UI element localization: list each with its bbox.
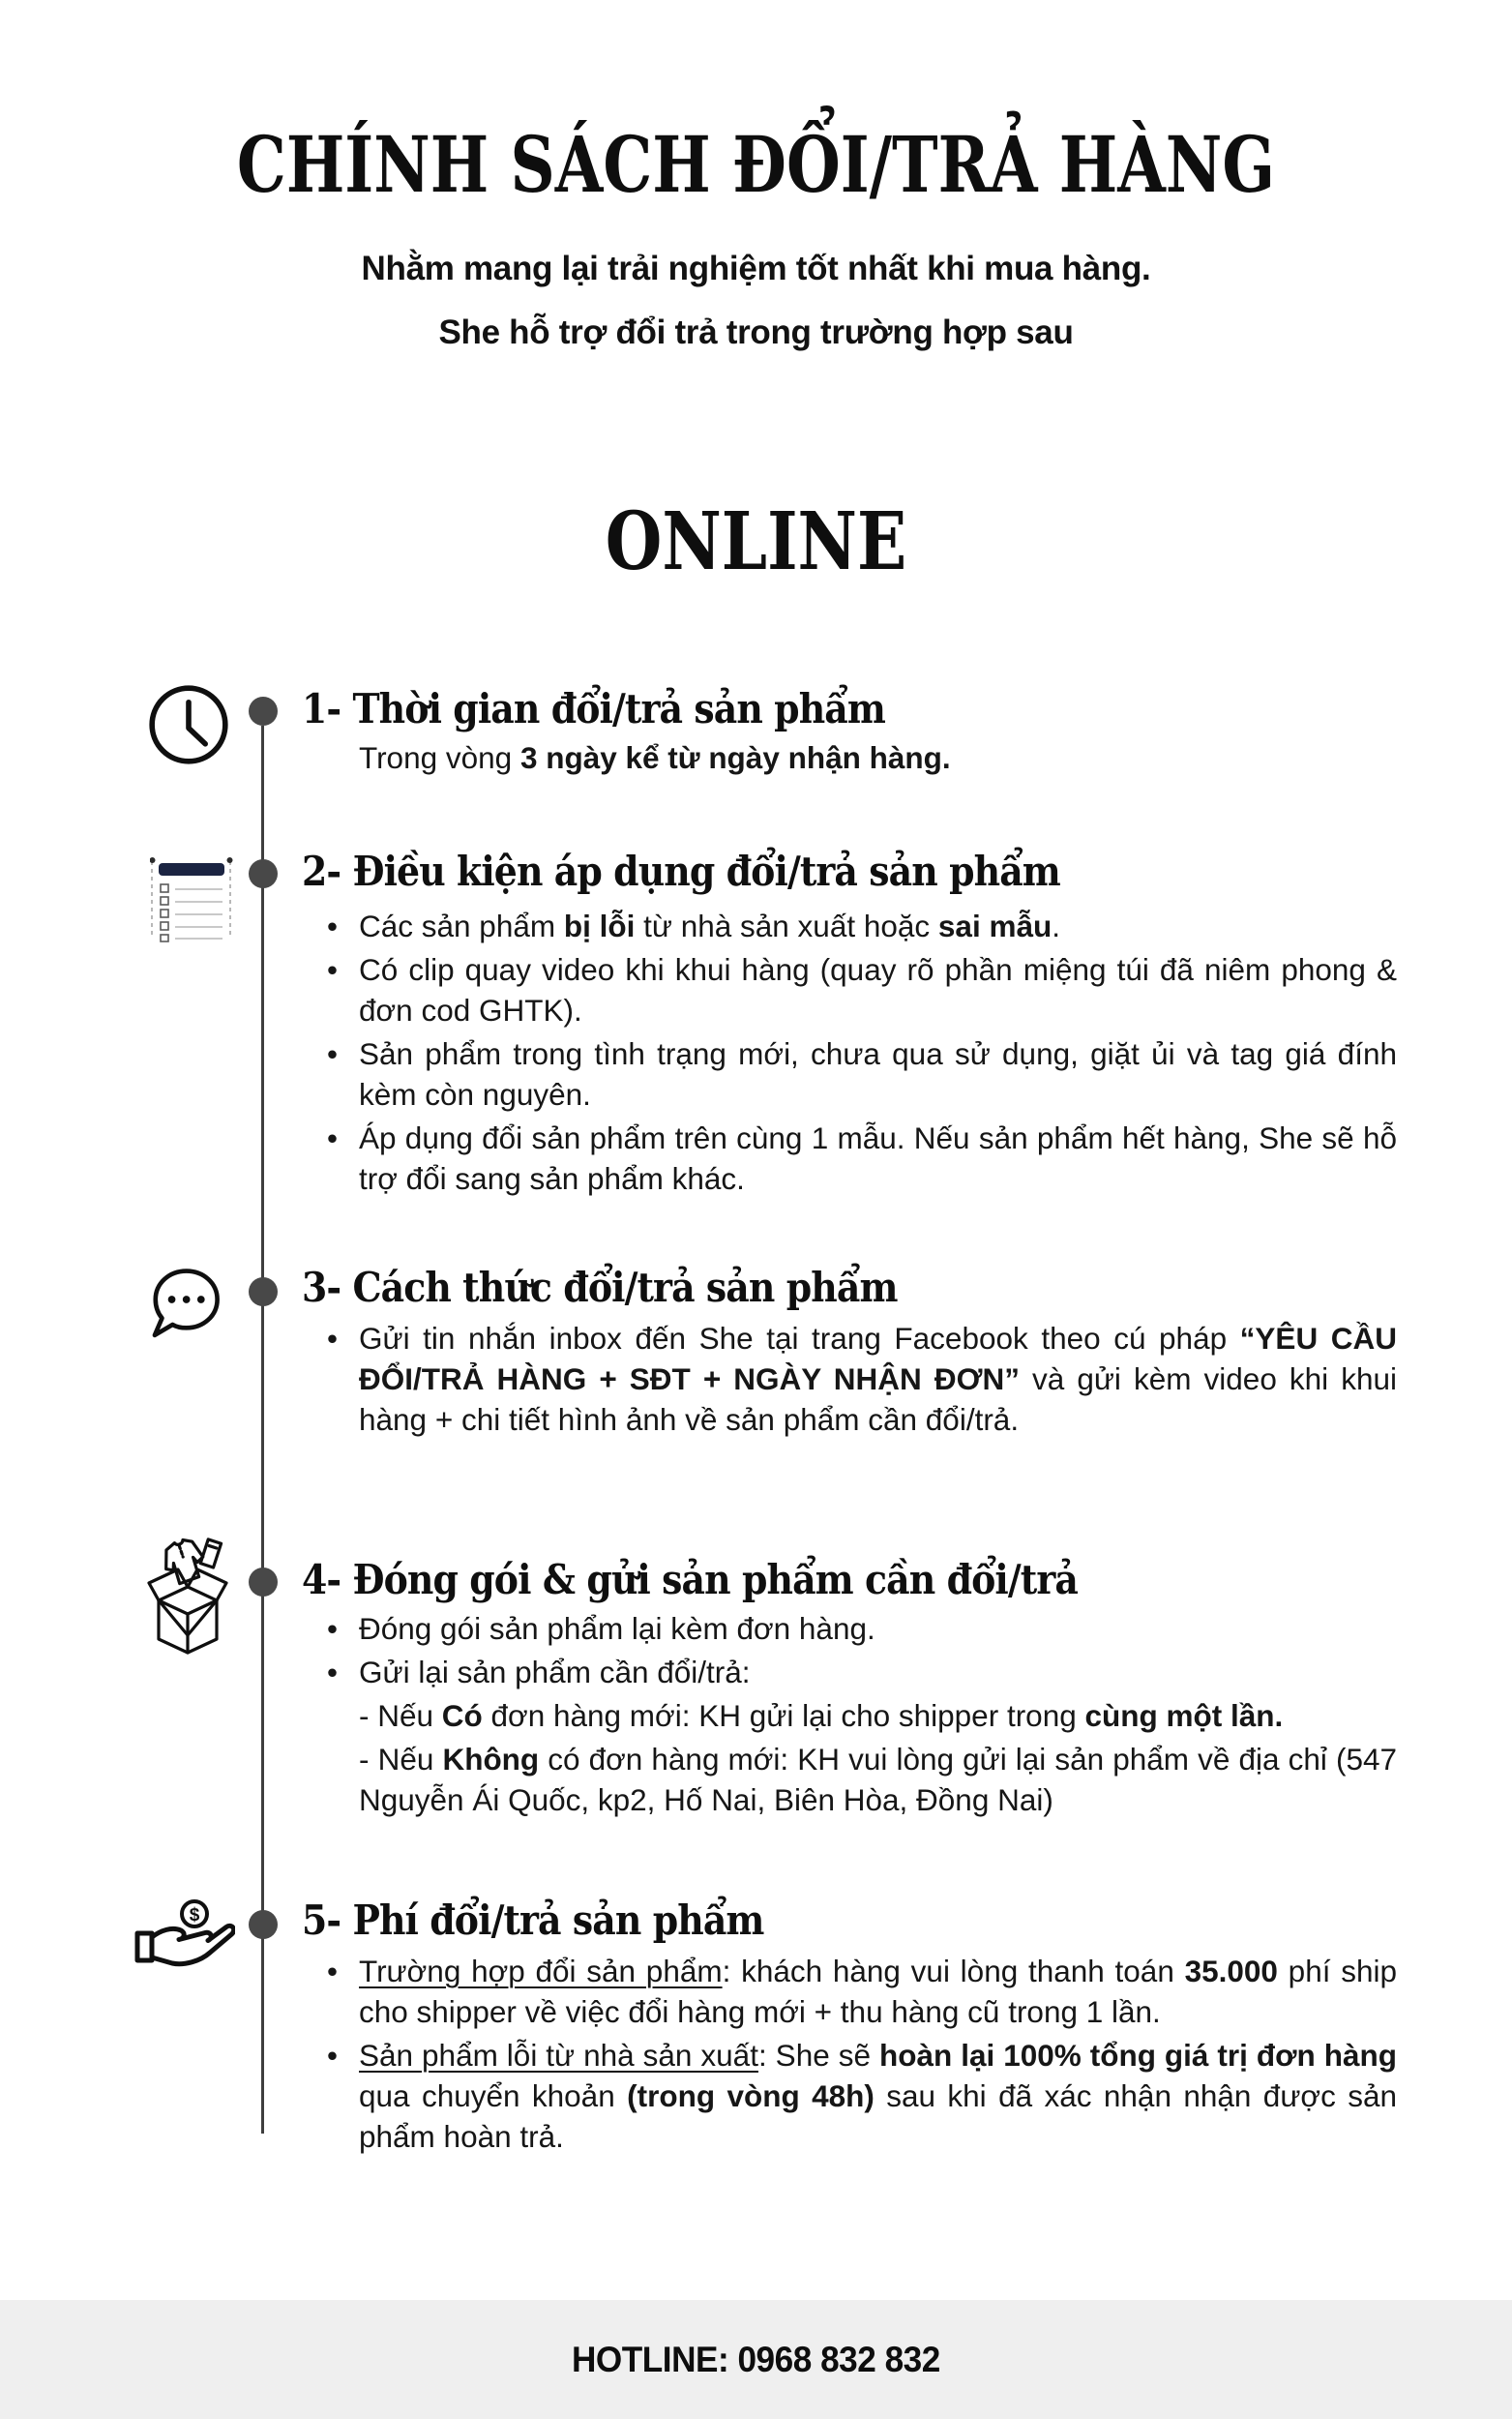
- paragraph-text: Các sản phẩm bị lỗi từ nhà sản xuất hoặc sai mẫu.: [359, 909, 1060, 943]
- bullet-marker: •: [327, 1954, 339, 1988]
- policy-bullet: [327, 1951, 1397, 2032]
- bullet-marker: •: [327, 1120, 339, 1155]
- paragraph-text: - Nếu Không có đơn hàng mới: KH vui lòng gửi lại sản phẩm về địa chỉ (547 Nguyễn Ái Quốc, kp2, Hố Nai, Biên Hòa, Đồng Nai): [359, 1742, 1397, 1817]
- timeline-dot-1: [249, 697, 278, 726]
- clock-icon: [147, 683, 230, 766]
- bullet-marker: [327, 1739, 359, 1820]
- paragraph-text: Sản phẩm lỗi từ nhà sản xuất: She sẽ hoàn lại 100% tổng giá trị đơn hàng qua chuyển khoản (trong vòng 48h) sau khi đã xác nhận nhận được sản phẩm hoàn trả.: [359, 2038, 1397, 2154]
- policy-bullet: [327, 1118, 1397, 1199]
- timeline-dot-4: [249, 1568, 278, 1597]
- bullet-marker: •: [327, 2038, 339, 2073]
- section-1-heading: 1- Thời gian đổi/trả sản phẩm: [302, 685, 885, 732]
- section-2-body: [327, 906, 1397, 1202]
- footer-band: [0, 2300, 1512, 2419]
- hotline-text: HOTLINE: 0968 832 832: [572, 2339, 940, 2379]
- policy-bullet: [327, 2035, 1397, 2157]
- section-4-heading: 4- Đóng gói & gửi sản phẩm cần đổi/trả: [302, 1556, 1078, 1603]
- page-title: CHÍNH SÁCH ĐỔI/TRẢ HÀNG: [236, 119, 1276, 210]
- bullet-marker: •: [327, 1321, 339, 1356]
- section-3-heading: 3- Cách thức đổi/trả sản phẩm: [302, 1264, 898, 1311]
- bullet-marker: •: [327, 1655, 339, 1689]
- paragraph-text: Gửi tin nhắn inbox đến She tại trang Facebook theo cú pháp “YÊU CẦU ĐỔI/TRẢ HÀNG + SĐT + NGÀY NHẬN ĐƠN” và gửi kèm video khi khui hàng + chi tiết hình ảnh về sản phẩm cần đổi/trả.: [359, 1321, 1398, 1437]
- section-1-body: [327, 737, 1397, 781]
- policy-bullet: [327, 1652, 1397, 1692]
- bullet-marker: [327, 737, 359, 778]
- hand-coin-icon: [134, 1898, 235, 1976]
- chat-bubble-icon: [144, 1266, 225, 1343]
- subtitle-line-2: She hỗ trợ đổi trả trong trường hợp sau: [438, 314, 1074, 351]
- bullet-marker: •: [327, 909, 339, 943]
- bullet-marker: [327, 1695, 359, 1736]
- subtitle-line-1: Nhằm mang lại trải nghiệm tốt nhất khi mua hàng.: [361, 250, 1151, 287]
- policy-bullet: [327, 906, 1397, 946]
- paragraph-text: Gửi lại sản phẩm cần đổi/trả:: [359, 1655, 751, 1689]
- policy-bullet: [327, 1318, 1397, 1440]
- timeline-dot-5: [249, 1910, 278, 1939]
- paragraph-text: Đóng gói sản phẩm lại kèm đơn hàng.: [359, 1611, 875, 1646]
- policy-paragraph: [327, 1695, 1397, 1736]
- paragraph-text: Trong vòng 3 ngày kể từ ngày nhận hàng.: [359, 740, 951, 775]
- timeline-dot-3: [249, 1277, 278, 1306]
- paragraph-text: Áp dụng đổi sản phẩm trên cùng 1 mẫu. Nếu sản phẩm hết hàng, She sẽ hỗ trợ đổi sang sản phẩm khác.: [359, 1120, 1397, 1196]
- policy-paragraph: [327, 1739, 1397, 1820]
- paragraph-text: Sản phẩm trong tình trạng mới, chưa qua sử dụng, giặt ủi và tag giá đính kèm còn nguyên.: [359, 1036, 1397, 1112]
- bullet-marker: •: [327, 1611, 339, 1646]
- section-2-heading: 2- Điều kiện áp dụng đổi/trả sản phẩm: [302, 848, 1060, 895]
- section-5-body: [327, 1951, 1397, 2160]
- channel-header: ONLINE: [605, 495, 907, 588]
- policy-bullet: [327, 1033, 1397, 1115]
- paragraph-text: - Nếu Có đơn hàng mới: KH gửi lại cho shipper trong cùng một lần.: [359, 1698, 1284, 1733]
- paragraph-text: Trường hợp đổi sản phẩm: khách hàng vui lòng thanh toán 35.000 phí ship cho shipper về việc đổi hàng mới + thu hàng cũ trong 1 lần.: [359, 1954, 1397, 2029]
- section-5-heading: 5- Phí đổi/trả sản phẩm: [302, 1896, 764, 1944]
- section-3-body: [327, 1318, 1397, 1443]
- policy-bullet: [327, 949, 1397, 1030]
- section-4-body: [327, 1608, 1397, 1823]
- policy-bullet: [327, 1608, 1397, 1649]
- paragraph-text: Có clip quay video khi khui hàng (quay rõ phần miệng túi đã niêm phong & đơn cod GHTK).: [359, 952, 1397, 1028]
- open-box-icon: [137, 1535, 234, 1655]
- policy-paragraph: [327, 737, 1397, 778]
- svg-text:$: $: [189, 1905, 200, 1926]
- bullet-marker: •: [327, 952, 339, 987]
- checklist-icon: [150, 853, 233, 942]
- bullet-marker: •: [327, 1036, 339, 1071]
- timeline-dot-2: [249, 859, 278, 888]
